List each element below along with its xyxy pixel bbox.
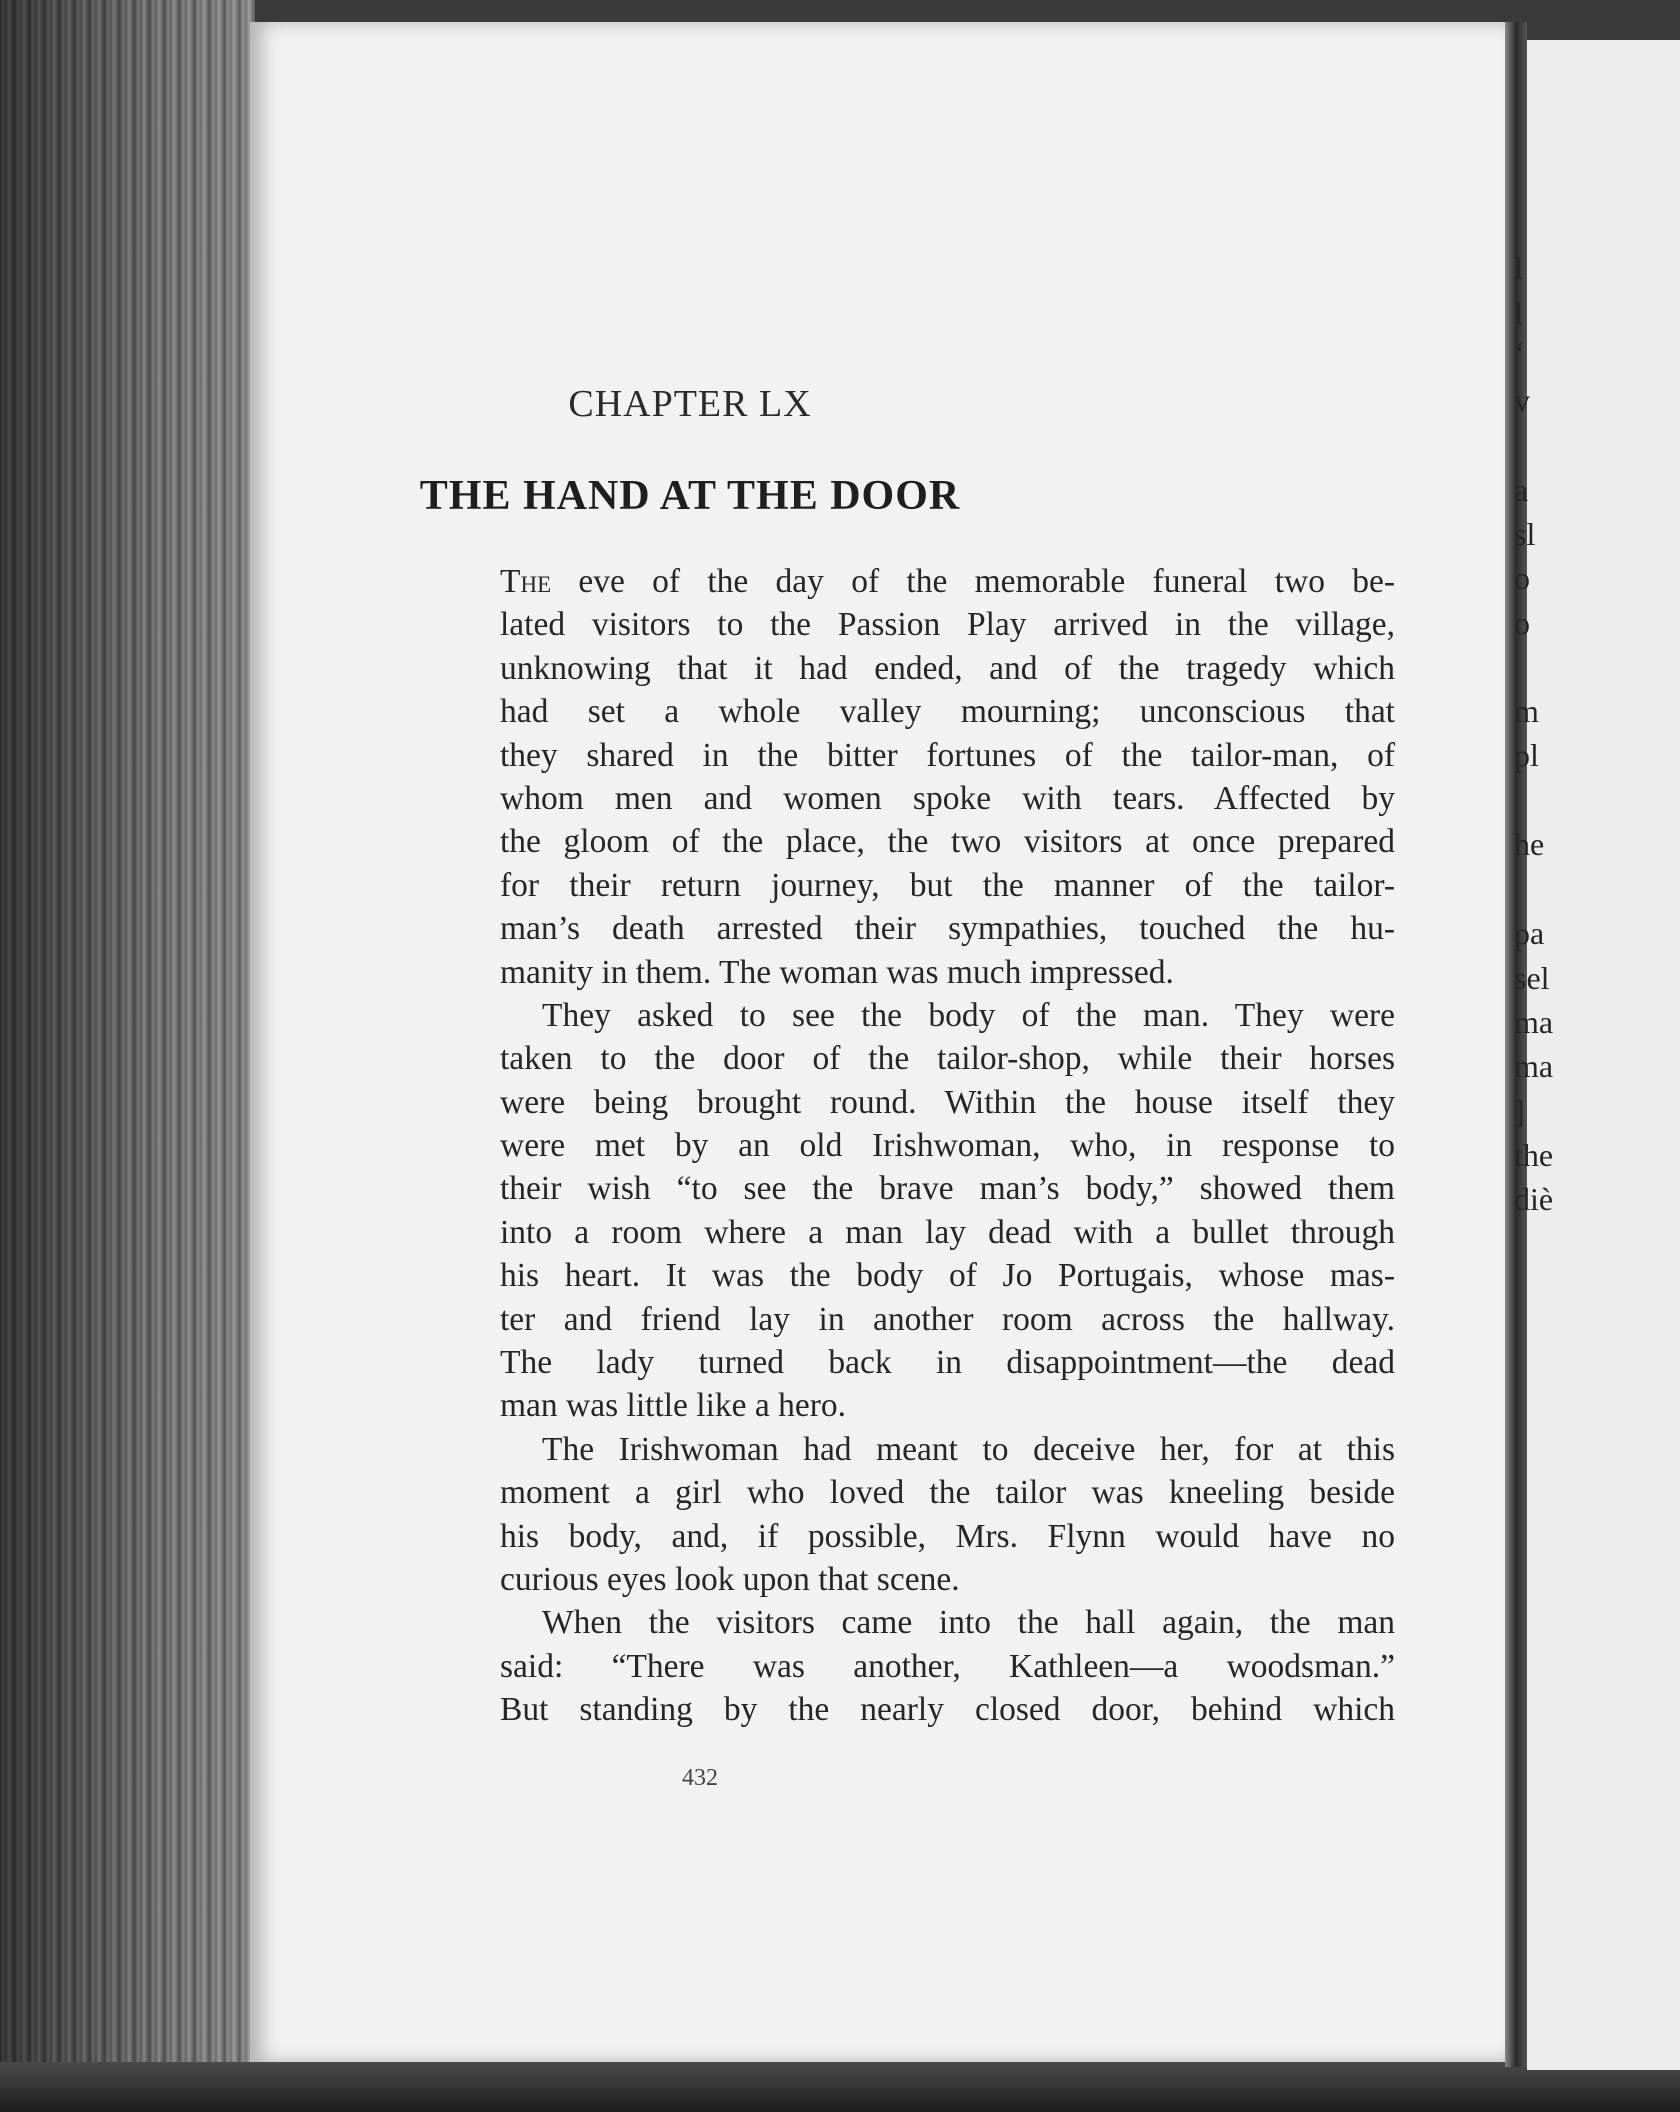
text-line-content: whom men and women spoke with tears. Affected by bbox=[500, 779, 1395, 817]
facing-page-fragment: he bbox=[1514, 826, 1545, 862]
text-line-content: But standing by the nearly closed door, behind which bbox=[500, 1691, 1395, 1729]
text-line bbox=[500, 603, 1395, 646]
text-line-content: had set a whole valley mourning; unconscious that bbox=[500, 693, 1395, 731]
text-line bbox=[500, 1037, 1395, 1080]
text-line-content: were met by an old Irishwoman, who, in response to bbox=[500, 1127, 1395, 1165]
text-line-content: taken to the door of the tailor-shop, while their horses bbox=[500, 1040, 1395, 1078]
facing-page-fragment: l bbox=[1514, 295, 1523, 331]
facing-page-fragment: o bbox=[1514, 605, 1530, 641]
text-line bbox=[500, 1515, 1395, 1558]
text-line bbox=[500, 777, 1395, 820]
text-line bbox=[500, 1471, 1395, 1514]
text-line-content: man was little like a hero. bbox=[500, 1387, 847, 1425]
text-line bbox=[500, 1081, 1395, 1124]
text-line-content: They asked to see the body of the man. They were bbox=[542, 996, 1395, 1034]
facing-page-fragment: pa bbox=[1514, 915, 1545, 951]
text-line bbox=[500, 1384, 1395, 1427]
text-line bbox=[500, 1341, 1395, 1384]
right-page-fragment bbox=[1514, 40, 1680, 2070]
body-text bbox=[500, 560, 1395, 1732]
facing-page-fragment: sel bbox=[1514, 960, 1550, 996]
facing-page-fragment: sl bbox=[1514, 516, 1536, 552]
book-binding-shadow bbox=[0, 2062, 1680, 2112]
chapter-heading: CHAPTER LX bbox=[568, 383, 812, 425]
text-line bbox=[500, 994, 1395, 1037]
text-line-content: for their return journey, but the manner of the tailor- bbox=[500, 866, 1395, 904]
facing-page-fragment: diè bbox=[1514, 1181, 1554, 1217]
facing-page-fragment: ma bbox=[1514, 1004, 1554, 1040]
book-page-edges bbox=[0, 0, 255, 2112]
text-line bbox=[500, 864, 1395, 907]
text-line-content: The Irishwoman had meant to deceive her, for at this bbox=[542, 1430, 1395, 1468]
text-line bbox=[500, 1558, 1395, 1601]
text-line bbox=[500, 1688, 1395, 1731]
facing-page-fragment: ‘ bbox=[1514, 335, 1525, 371]
facing-page-fragment: a bbox=[1514, 472, 1529, 508]
facing-page-fragment: the bbox=[1514, 1137, 1554, 1173]
text-line bbox=[500, 1601, 1395, 1644]
facing-page-fragment: m bbox=[1514, 693, 1539, 729]
text-line-content: his body, and, if possible, Mrs. Flynn would have no bbox=[500, 1517, 1395, 1555]
text-line bbox=[500, 647, 1395, 690]
text-line-content: ter and friend lay in another room across the hallway. bbox=[500, 1300, 1395, 1338]
text-line bbox=[500, 1645, 1395, 1688]
text-line bbox=[500, 1124, 1395, 1167]
page-number: 432 bbox=[682, 1765, 718, 1791]
text-line-content: moment a girl who loved the tailor was kneeling beside bbox=[500, 1474, 1395, 1512]
text-line-content: said: “There was another, Kathleen—a woodsman.” bbox=[500, 1647, 1395, 1685]
text-line bbox=[500, 1167, 1395, 1210]
text-line-content: The lady turned back in disappointment—the dead bbox=[500, 1344, 1395, 1382]
chapter-title: THE HAND AT THE DOOR bbox=[419, 473, 961, 519]
text-line-content: When the visitors came into the hall again, the man bbox=[542, 1604, 1395, 1642]
text-line bbox=[500, 907, 1395, 950]
text-line-content: manity in them. The woman was much impressed. bbox=[500, 953, 1174, 991]
text-line bbox=[500, 820, 1395, 863]
text-line-content: unknowing that it had ended, and of the tragedy which bbox=[500, 649, 1395, 687]
text-line bbox=[500, 951, 1395, 994]
text-line bbox=[500, 1211, 1395, 1254]
text-line-content: the gloom of the place, the two visitors at once prepared bbox=[500, 823, 1395, 861]
text-line bbox=[500, 690, 1395, 733]
text-line-content: eve of the day of the memorable funeral two be- bbox=[551, 563, 1395, 600]
text-line bbox=[500, 734, 1395, 777]
text-line bbox=[500, 1254, 1395, 1297]
text-line-content: they shared in the bitter fortunes of the tailor-man, of bbox=[500, 736, 1395, 774]
facing-page-fragment: ] bbox=[1514, 1093, 1525, 1129]
text-line bbox=[500, 1428, 1395, 1471]
text-line bbox=[500, 1298, 1395, 1341]
facing-page-fragment: pl bbox=[1514, 737, 1539, 773]
facing-page-fragment: l bbox=[1514, 250, 1523, 286]
text-line-content: were being brought round. Within the house itself they bbox=[500, 1083, 1395, 1121]
facing-page-fragment: v bbox=[1514, 382, 1530, 418]
text-line-content: curious eyes look upon that scene. bbox=[500, 1560, 960, 1598]
text-line-content: his heart. It was the body of Jo Portugais, whose mas- bbox=[500, 1257, 1395, 1295]
text-line bbox=[500, 560, 1395, 603]
text-line-content: man’s death arrested their sympathies, touched the hu- bbox=[500, 910, 1395, 948]
facing-page-fragment: o bbox=[1514, 560, 1530, 596]
facing-page-fragment: ma bbox=[1514, 1048, 1554, 1084]
opening-small-caps: The bbox=[500, 563, 552, 600]
text-line-content: their wish “to see the brave man’s body,” showed them bbox=[500, 1170, 1395, 1208]
text-line-content: into a room where a man lay dead with a bullet through bbox=[500, 1213, 1395, 1251]
text-line-content: lated visitors to the Passion Play arrived in the village, bbox=[500, 606, 1395, 644]
